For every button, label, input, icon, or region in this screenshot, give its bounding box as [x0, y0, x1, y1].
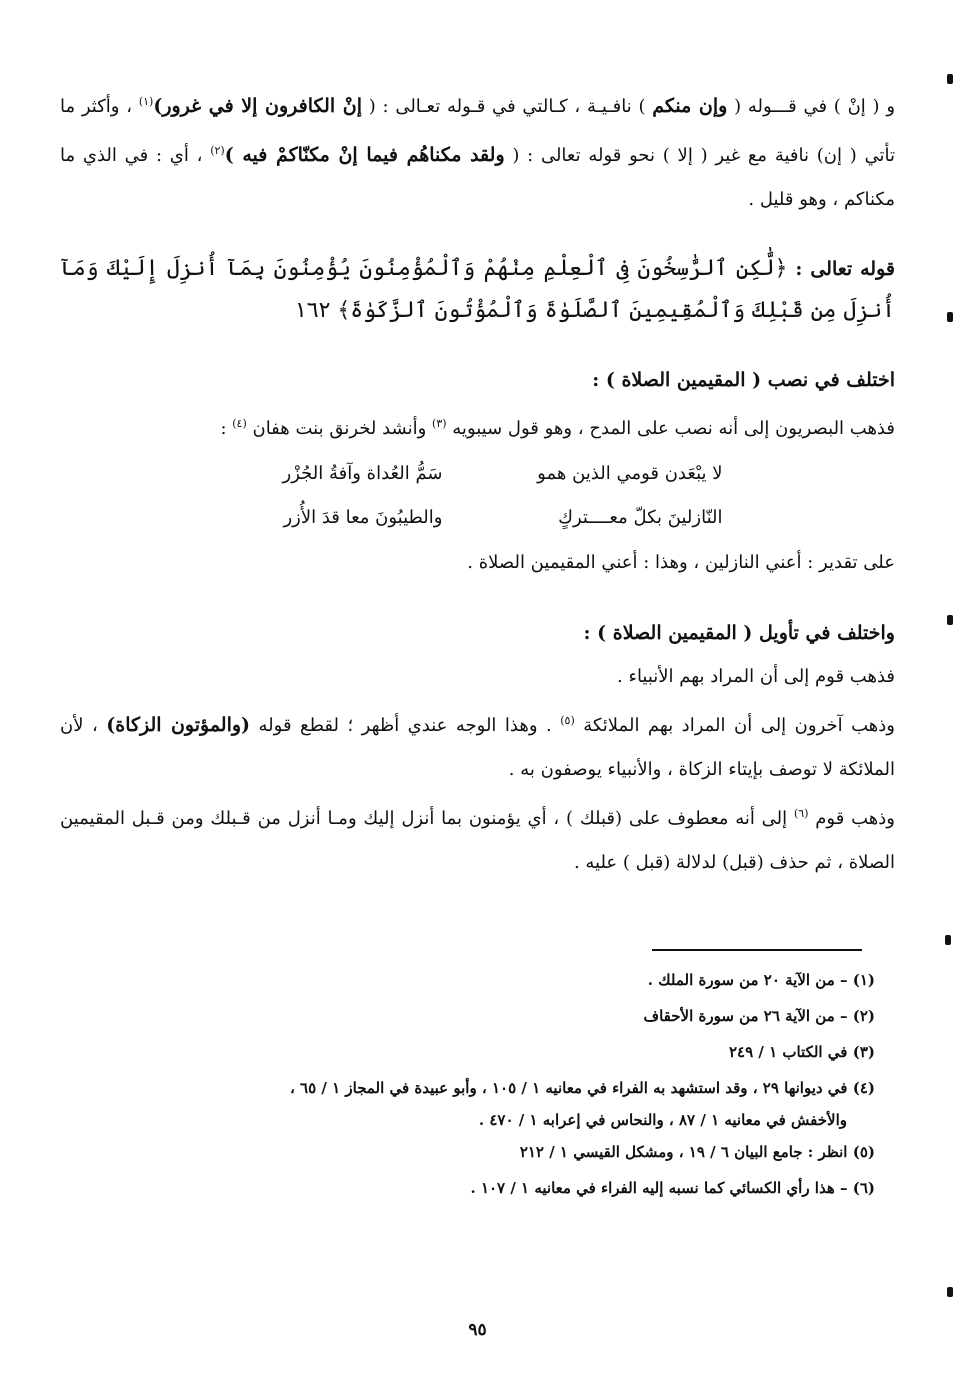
footnote-text: – من الآية ٢٦ من سورة الأحقاف	[643, 1007, 848, 1025]
footnote	[120, 1034, 875, 1070]
footnote-ref: (٥)	[560, 714, 575, 727]
hemistich-first: النّازلينَ بكلّ معــــتركٍ	[558, 507, 723, 528]
bracket: )	[224, 144, 243, 166]
footnote-number: (٦)	[852, 1179, 875, 1197]
footnote	[120, 1070, 875, 1134]
footnote-continuation: والأخفش في معانيه ١ / ٨٧ ، والنحاس في إعرابه ١ / ٤٧٠ .	[478, 1111, 847, 1129]
footnote	[120, 1170, 875, 1206]
footnote-separator	[652, 949, 862, 951]
text: وأنشد لخرنق بنت هفان	[246, 418, 433, 439]
poem-line	[60, 499, 895, 537]
hemistich-first: لا يبْعَدن قومي الذين همو	[537, 463, 723, 484]
text: وذهب قوم	[808, 808, 895, 829]
quranic-quote: ولقد مكناهُم فيما إنْ مكنّاكمْ فيه	[242, 144, 505, 166]
quranic-quote: إنْ الكافرون إلا في غرور	[162, 95, 362, 117]
text: ، أي : في الذي ما مكناكم ، وهو قليل .	[60, 145, 895, 210]
bold-phrase: المقيمين الصلاة	[621, 369, 746, 391]
scan-mark	[947, 1287, 953, 1297]
main-text	[60, 80, 895, 885]
paragraph-1	[60, 80, 895, 222]
bold-phrase: المقيمين الصلاة	[612, 622, 737, 644]
footnote-ref: (٢)	[210, 144, 225, 157]
verse-text: ﴿لَّٰكِنِ ٱلرَّٰسِخُونَ فِى ٱلْعِلْمِ مِنْهُمْ وَٱلْمُؤْمِنُونَ يُؤْمِنُونَ بِمَآ أُنزِلَ إِلَيْكَ وَمَآ أُنزِلَ مِن قَبْلِكَ وَٱلْمُقِيمِينَ ٱلصَّلَوٰةَ وَٱلْمُؤْتُونَ ٱلزَّكَوٰةَ﴾ ١٦٢	[60, 256, 895, 323]
hemistich-second: والطيبُونَ معا قدَ الأُزر	[283, 507, 443, 528]
footnote-text: في ديوانها ٢٩ ، وقد استشهد به الفراء في معانيه ١ / ١٠٥ ، وأبو عبيدة في المجاز ١ / ٦٥ ،	[289, 1079, 848, 1097]
footnote-number: (٣)	[852, 1043, 875, 1061]
paragraph-4: فذهب قوم إلى أن المراد بهم الأنبياء .	[617, 666, 895, 687]
bold-phrase: وإن منكم	[652, 95, 728, 117]
footnote-ref: (١)	[138, 95, 154, 108]
paragraph-2	[60, 402, 895, 451]
text: ) نافـيـة ، كـالتي في قـوله تعـالى : (	[361, 96, 653, 117]
section-heading-2	[60, 611, 895, 655]
text: واختلف في تأويل (	[736, 622, 895, 644]
footnote	[120, 1134, 875, 1170]
text: ) :	[583, 622, 613, 644]
paragraph-3: على تقدير : أعني النازلين ، وهذا : أعني المقيمين الصلاة .	[467, 552, 895, 573]
footnote-ref: (٦)	[793, 807, 809, 820]
footnote-ref: (٤)	[232, 417, 247, 430]
scan-mark	[945, 935, 951, 945]
quranic-quote: (والمؤتون الزكاة)	[106, 714, 251, 736]
text: . وهذا الوجه عندي أظهر ؛ لقطع قوله	[250, 715, 561, 736]
verse-label: قوله تعالى :	[787, 258, 895, 280]
footnote-text: انظر : جامع البيان ٦ / ١٩ ، ومشكل القيسي ١ / ٢١٢	[519, 1143, 848, 1161]
footnote	[120, 998, 875, 1034]
footnote-number: (١)	[852, 971, 875, 989]
text: :	[220, 418, 233, 439]
text: ، وأكثر ما تأتي ( إن) نافية مع غير ( إلا ) نحو قوله تعالى : (	[60, 96, 895, 166]
footnote-text: – من الآية ٢٠ من سورة الملك .	[647, 971, 848, 989]
section-heading-1	[60, 358, 895, 402]
scan-mark	[947, 312, 953, 322]
footnote-number: (٤)	[852, 1079, 875, 1097]
text: فذهب البصريون إلى أنه نصب على المدح ، وهو قول سيبويه	[446, 418, 895, 439]
poem	[60, 455, 895, 537]
paragraph-6	[60, 792, 895, 885]
footnote-ref: (٣)	[432, 417, 447, 430]
footnote-text: في الكتاب ١ / ٢٤٩	[728, 1043, 848, 1061]
text: ) :	[592, 369, 622, 391]
bracket: )	[153, 95, 163, 117]
text: إلى أنه معطوف على (قبلك ) ، أي يؤمنون بما أنزل إليك ومـا أنزل من قـبلك ومن قـبل المقيمين الصلاة ، ثم حذف (قبل) لدلالة (قبل ) عليه .	[60, 808, 895, 873]
footnote-text: – هذا رأي الكسائي كما نسبه إليه الفراء في معانيه ١ / ١٠٧ .	[470, 1179, 848, 1197]
page-number: ٩٥	[468, 1320, 487, 1340]
footnote	[120, 962, 875, 998]
text: اختلف في نصب (	[745, 369, 895, 391]
paragraph-5	[60, 699, 895, 792]
text: و ( إنْ ) في قـــوله (	[727, 96, 896, 117]
poem-line	[60, 455, 895, 493]
text: وذهب آخرون إلى أن المراد بهم الملائكة	[574, 715, 895, 736]
scan-mark	[947, 74, 953, 84]
footnotes	[120, 962, 875, 1206]
footnote-number: (٢)	[852, 1007, 875, 1025]
footnote-number: (٥)	[852, 1143, 875, 1161]
scan-mark	[947, 615, 953, 625]
verse	[60, 248, 895, 332]
text: ، لأن الملائكة لا توصف بإيتاء الزكاة ، والأنبياء يوصفون به .	[60, 715, 895, 780]
hemistich-second: سَمُّ العُداة وآفةُ الجُزْر	[282, 463, 443, 484]
